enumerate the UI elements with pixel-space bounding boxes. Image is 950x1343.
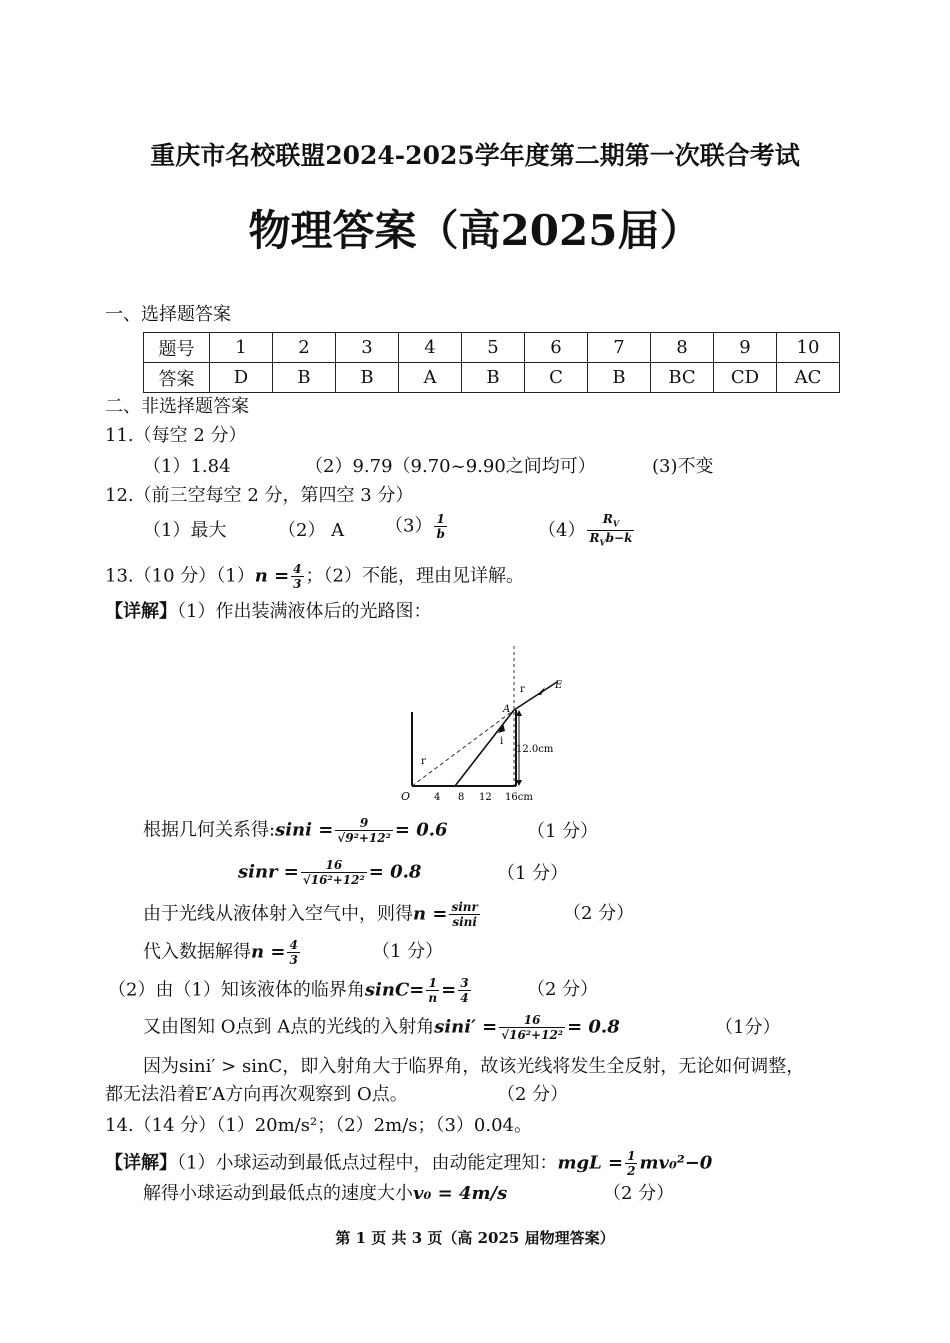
q12-answer-1: （1）最大 <box>143 520 227 541</box>
label-r-left: r <box>421 756 426 767</box>
light-path-diagram <box>395 640 570 805</box>
q12-answer-4 <box>538 512 636 550</box>
table-cell: 1 <box>210 333 273 363</box>
q13-line1 <box>143 816 448 845</box>
fraction-denominator: b <box>436 527 445 541</box>
tick-label: 16cm <box>505 792 533 803</box>
q11-title: 11.（每空 2 分） <box>105 425 247 446</box>
table-cell: 7 <box>588 333 651 363</box>
fraction-numerator: 3 <box>460 976 469 990</box>
line-prefix: 又由图知 O点到 A点的光线的入射角 <box>143 1016 435 1038</box>
fraction-numerator: 1 <box>627 1149 636 1163</box>
table-cell: 5 <box>462 333 525 363</box>
fraction-denominator: 3 <box>289 953 298 967</box>
table-cell: 题号 <box>144 333 210 363</box>
table-cell: 10 <box>777 333 840 363</box>
table-cell: A <box>399 363 462 393</box>
table-cell: D <box>210 363 273 393</box>
q12-answer-2: （2） A <box>278 520 345 541</box>
label-height: 12.0cm <box>516 744 554 755</box>
label-i: i <box>500 736 504 747</box>
math-expr: sinr = <box>238 861 299 883</box>
fraction-numerator: 4 <box>293 562 302 576</box>
fraction-denominator: sini <box>452 915 477 929</box>
table-cell: 8 <box>651 333 714 363</box>
section1-heading: 一、选择题答案 <box>105 304 231 325</box>
score: （2 分） <box>497 1084 569 1105</box>
tick-label: 8 <box>458 792 465 803</box>
math-expr: sinC= <box>364 979 425 1001</box>
page-footer: 第 1 页 共 3 页（高 2025 届物理答案） <box>335 1229 615 1247</box>
q12-answer-4-prefix: （4） <box>538 519 586 541</box>
line-prefix: 代入数据解得 <box>143 941 251 963</box>
table-row <box>144 363 840 393</box>
score: （2 分） <box>527 979 599 1000</box>
score: （1 分） <box>527 821 599 842</box>
fraction-numerator: 16 <box>499 1013 565 1028</box>
q13-line7: 因为sini′ > sinC，即入射角大于临界角，故该光线将发生全反射，无论如何调整， <box>143 1056 805 1077</box>
tick-label: 4 <box>434 792 441 803</box>
math-expr: = 0.8 <box>567 1016 620 1038</box>
q13-line8: 都无法沿着E′A方向再次观察到 O点。 <box>105 1084 408 1105</box>
q12-answer-3-prefix: （3） <box>385 515 433 537</box>
math-expr: sini′ = <box>434 1016 498 1038</box>
table-cell: 答案 <box>144 363 210 393</box>
fraction-denominator: R <box>589 531 600 546</box>
math-expr: = 0.8 <box>368 861 422 883</box>
label-A: A <box>503 704 511 715</box>
fraction-denominator: √16²+12² <box>302 873 365 887</box>
fraction-denominator: √9²+12² <box>337 831 391 845</box>
q13-title <box>105 562 524 591</box>
fraction-denominator: √16²+12² <box>501 1028 564 1042</box>
math-expr: n = <box>413 903 448 925</box>
section2-heading: 二、非选择题答案 <box>105 396 249 417</box>
q13-line4 <box>143 938 302 967</box>
table-row <box>144 333 840 363</box>
fraction-denominator: n <box>428 991 438 1005</box>
line-prefix: 由于光线从液体射入空气中，则得 <box>143 903 413 925</box>
q11-answer-3: (3)不变 <box>652 456 714 477</box>
line-prefix: 根据几何关系得: <box>143 819 276 841</box>
subscript: V <box>599 537 606 548</box>
math-expr: = <box>441 979 457 1001</box>
table-cell: B <box>336 363 399 393</box>
q13-title-suffix: ；（2）不能，理由见详解。 <box>305 565 524 587</box>
line-prefix: （2）由（1）知该液体的临界角 <box>108 979 365 1001</box>
fraction-denominator-tail: b−k <box>605 531 633 546</box>
q13-line6 <box>143 1013 620 1042</box>
math-expr: v₀ = 4m/s <box>413 1183 508 1204</box>
table-cell: B <box>273 363 336 393</box>
q14-line1 <box>105 1149 712 1178</box>
score: （1 分） <box>497 863 569 884</box>
fraction-numerator: sinr <box>451 900 478 914</box>
detail-intro: （1）作出装满液体后的光路图： <box>177 601 432 622</box>
math-expr: n = <box>251 941 286 963</box>
fraction-numerator: 1 <box>426 976 439 991</box>
q13-detail <box>105 600 431 624</box>
fraction-denominator: 4 <box>460 991 469 1005</box>
score: （1分） <box>715 1017 781 1038</box>
fraction-denominator: 2 <box>627 1164 636 1178</box>
q13-line5 <box>108 976 473 1005</box>
label-O: O <box>401 790 411 803</box>
table-cell: BC <box>651 363 714 393</box>
q14-title: 14.（14 分）（1）20m/s²；（2）2m/s；（3）0.04。 <box>105 1115 532 1136</box>
score: （2 分） <box>563 903 635 924</box>
table-cell: 6 <box>525 333 588 363</box>
exam-title: 重庆市名校联盟2024-2025学年度第二期第一次联合考试 <box>150 141 800 170</box>
subscript: V <box>612 518 620 529</box>
table-cell: 3 <box>336 333 399 363</box>
label-E: E <box>555 680 563 691</box>
table-cell: C <box>525 363 588 393</box>
q14-line2 <box>143 1182 507 1206</box>
detail-label: 【详解】 <box>105 1152 177 1174</box>
math-expr: mgL = <box>557 1152 624 1174</box>
q11-answer-2: （2）9.79（9.70~9.90之间均可） <box>305 456 596 477</box>
fraction-numerator: R <box>602 512 613 526</box>
table-cell: AC <box>777 363 840 393</box>
fraction-numerator: 16 <box>301 858 367 873</box>
line-prefix: 解得小球运动到最低点的速度大小 <box>143 1183 413 1204</box>
table-cell: 4 <box>399 333 462 363</box>
math-expr: mv₀²−0 <box>639 1152 713 1174</box>
table-cell: 2 <box>273 333 336 363</box>
q12-title: 12.（前三空每空 2 分，第四空 3 分） <box>105 485 414 506</box>
q13-n-expr: n = <box>254 565 290 587</box>
q13-line3 <box>143 900 482 929</box>
fraction-numerator: 4 <box>289 938 298 952</box>
label-r-top: r <box>520 684 525 695</box>
math-expr: = 0.6 <box>394 819 448 841</box>
score: （1 分） <box>372 941 444 962</box>
incident-ray <box>455 710 514 786</box>
tick-label: 12 <box>479 792 492 803</box>
line-prefix: （1）小球运动到最低点过程中，由动能定理知： <box>177 1152 558 1174</box>
table-cell: B <box>588 363 651 393</box>
answer-title: 物理答案（高2025届） <box>248 206 702 255</box>
table-cell: B <box>462 363 525 393</box>
score: （2 分） <box>603 1183 675 1204</box>
table-cell: 9 <box>714 333 777 363</box>
fraction-numerator: 1 <box>434 512 446 527</box>
fraction-denominator: 3 <box>293 577 302 591</box>
q13-title-prefix: 13.（10 分）（1） <box>105 565 255 587</box>
choice-answer-table <box>143 332 840 393</box>
q11-answer-1: （1）1.84 <box>143 456 231 477</box>
detail-label: 【详解】 <box>105 601 177 622</box>
q12-answer-3 <box>385 512 449 541</box>
math-expr: sini = <box>275 819 334 841</box>
q13-line2 <box>238 858 421 887</box>
fraction-numerator: 9 <box>335 816 393 831</box>
table-cell: CD <box>714 363 777 393</box>
